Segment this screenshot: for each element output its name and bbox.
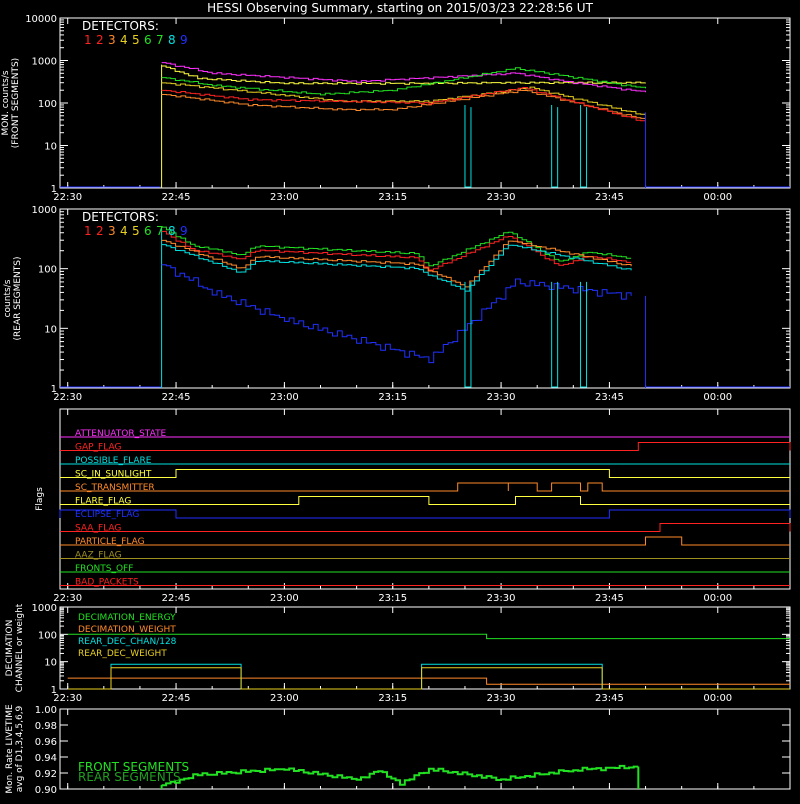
- panel-5-legend-rear: REAR SEGMENTS: [78, 770, 181, 784]
- panel-1-xtick-label: 00:00: [703, 192, 733, 203]
- panel-4-legend-item-1: DECIMATION_ENERGY: [78, 613, 176, 623]
- panel-2-ylabel: counts/s: [3, 279, 13, 318]
- flag-label-attenuator-state: ATTENUATOR_STATE: [75, 429, 167, 439]
- panel-2-ylabel: (REAR SEGMENTS): [13, 256, 23, 341]
- panel-1-ytick-label: 10000: [25, 14, 57, 25]
- panel-4-legend-item-2: DECIMATION_WEIGHT: [78, 625, 176, 635]
- panel-4-xtick-label: 22:30: [53, 693, 83, 704]
- panel-5-ylabel: Mon. Rate LIVETIME: [5, 704, 15, 794]
- panel-1-ytick-label: 1000: [31, 56, 57, 68]
- panel-2-legend-detector-7: 7: [156, 224, 164, 238]
- panel-3-xtick-label: 22:45: [161, 593, 191, 604]
- panel-4-ytick-label: 10: [44, 657, 57, 669]
- panel-3-xtick-label: 23:00: [269, 593, 299, 604]
- flag-label-possible-flare: POSSIBLE_FLARE: [75, 456, 152, 466]
- panel-2-ytick-label: 1: [50, 384, 57, 395]
- panel-4-ytick-label: 1000: [31, 603, 57, 614]
- panel-4-legend-item-4: REAR_DEC_WEIGHT: [78, 649, 167, 659]
- panel-1-xtick-label: 23:15: [378, 192, 408, 203]
- panel-4-ytick-label: 1: [50, 685, 57, 696]
- panel-1-ytick-label: 1: [50, 184, 57, 195]
- panel-2-ytick-label: 10: [44, 324, 57, 336]
- panel-3-xtick-label: 23:30: [486, 593, 516, 604]
- panel-1-xtick-label: 23:45: [595, 192, 624, 203]
- flag-label-saa-flag: SAA_FLAG: [75, 523, 122, 534]
- panel-2-legend-detector-1: 1: [84, 224, 92, 238]
- panel-1-xtick-label: 22:30: [53, 192, 83, 203]
- panel-1-xtick-label: 23:00: [269, 192, 299, 203]
- panel-2-xtick-label: 23:00: [269, 392, 299, 403]
- panel-1-legend-detector-4: 4: [120, 33, 128, 47]
- flag-label-bad-packets: BAD_PACKETS: [75, 577, 139, 588]
- panel-4-xtick-label: 00:00: [703, 693, 733, 704]
- flag-label-eclipse-flag: ECLIPSE_FLAG: [75, 510, 140, 520]
- panel-1-legend-detector-5: 5: [132, 33, 140, 47]
- panel-2-legend-detector-3: 3: [108, 224, 116, 238]
- panel-4-ytick-label: 100: [37, 630, 57, 642]
- flag-label-particle-flag: PARTICLE_FLAG: [75, 537, 145, 547]
- panel-5-ytick-label: 0.94: [34, 753, 57, 764]
- panel-3-xtick-label: 22:30: [53, 593, 83, 604]
- panel-4-xtick-label: 23:00: [269, 693, 299, 704]
- panel-2-xtick-label: 23:45: [595, 392, 624, 403]
- panel-1-ytick-label: 100: [37, 99, 57, 110]
- panel-2-legend-detector-5: 5: [132, 224, 140, 238]
- panel-1-legend-detector-2: 2: [96, 33, 104, 47]
- panel-5-ylabel: avg of D1,3,4,5,6,9: [15, 705, 25, 793]
- panel-2-xtick-label: 23:15: [378, 392, 408, 403]
- panel-2-xtick-label: 00:00: [703, 392, 733, 403]
- panel-4-ylabel: DECIMATION: [5, 619, 15, 677]
- panel-2-xtick-label: 22:45: [161, 392, 191, 403]
- panel-1-legend-detector-6: 6: [144, 33, 152, 47]
- panel-2-xtick-label: 23:30: [486, 392, 516, 403]
- panel-3-ylabel: Flags: [35, 487, 45, 511]
- panel-2-legend-detector-2: 2: [96, 224, 104, 238]
- panel-2-legend-detector-8: 8: [168, 224, 176, 238]
- panel-1-xtick-label: 23:30: [486, 192, 516, 203]
- panel-3-xtick-label: 00:00: [703, 593, 733, 604]
- panel-4-xtick-label: 23:45: [595, 693, 624, 704]
- panel-1-xtick-label: 22:45: [161, 192, 191, 203]
- panel-1-legend-detector-3: 3: [108, 33, 116, 47]
- flag-label-flare-flag: FLARE_FLAG: [75, 496, 132, 507]
- flag-label-sc-in-sunlight: SC_IN_SUNLIGHT: [75, 469, 152, 480]
- figure-title: HESSI Observing Summary, starting on 2015/03/23 22:28:56 UT: [207, 1, 593, 15]
- flag-label-sc-transmitter: SC_TRANSMITTER: [75, 483, 155, 493]
- flag-label-gap-flag: GAP_FLAG: [75, 442, 122, 453]
- flag-label-aaz-flag: AAZ_FLAG: [75, 550, 122, 561]
- panel-1-ylabel: MON. counts/s: [1, 70, 11, 136]
- panel-2-ytick-label: 1000: [31, 205, 57, 216]
- panel-2-xtick-label: 22:30: [53, 392, 83, 403]
- panel-2-legend-detector-6: 6: [144, 224, 152, 238]
- panel-1-legend-title: DETECTORS:: [82, 19, 159, 33]
- panel-2-legend-title: DETECTORS:: [82, 210, 159, 224]
- panel-4-ylabel: CHANNEL or weight: [15, 603, 25, 693]
- panel-1-legend-detector-7: 7: [156, 33, 164, 47]
- panel-5-ytick-label: 0.96: [34, 737, 57, 748]
- panel-1-ylabel: (FRONT SEGMENTS): [11, 57, 21, 149]
- panel-2-legend-detector-9: 9: [180, 224, 188, 238]
- panel-5-legend-front: FRONT SEGMENTS: [78, 760, 190, 774]
- panel-2-legend-detector-4: 4: [120, 224, 128, 238]
- panel-1-legend-detector-9: 9: [180, 33, 188, 47]
- panel-1-ytick-label: 10: [44, 141, 57, 153]
- panel-4-xtick-label: 23:15: [378, 693, 408, 704]
- panel-1-legend-detector-1: 1: [84, 33, 92, 47]
- panel-3-xtick-label: 23:45: [595, 593, 624, 604]
- panel-5-ytick-label: 0.92: [34, 769, 57, 780]
- panel-4-xtick-label: 22:45: [161, 693, 191, 704]
- panel-1-legend-detector-8: 8: [168, 33, 176, 47]
- panel-4-xtick-label: 23:30: [486, 693, 516, 704]
- panel-4-legend-item-3: REAR_DEC_CHAN/128: [78, 637, 177, 647]
- panel-2-ytick-label: 100: [37, 264, 57, 276]
- flag-label-fronts-off: FRONTS_OFF: [75, 564, 134, 574]
- panel-5-ytick-label: 0.90: [34, 785, 57, 796]
- panel-5-ytick-label: 0.98: [34, 721, 57, 732]
- panel-3-xtick-label: 23:15: [378, 593, 408, 604]
- panel-5-ytick-label: 1.00: [34, 705, 57, 716]
